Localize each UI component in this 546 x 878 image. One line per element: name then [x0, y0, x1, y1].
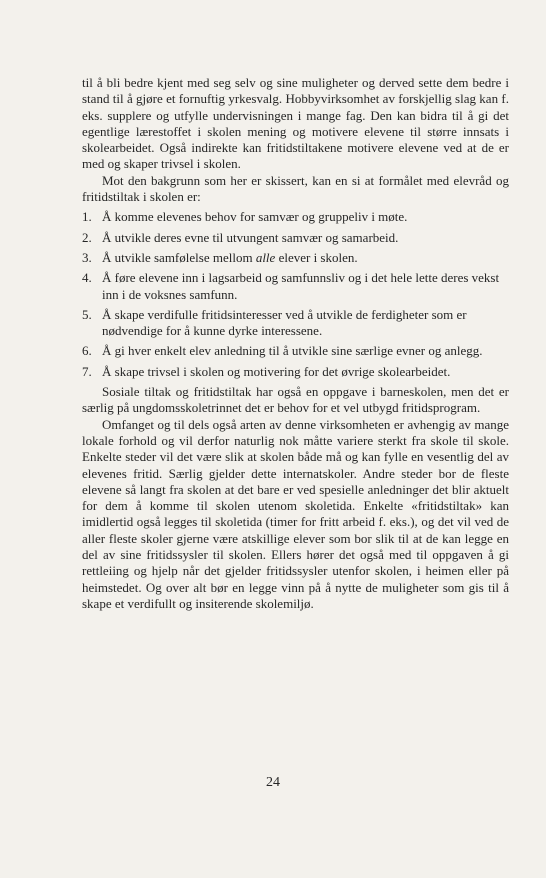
intro-paragraph: til å bli bedre kjent med seg selv og sine muligheter og derved sette dem bedre i stand til å gjøre et fornuftig yrkesvalg. Hobbyvirksomhet av forskjellig slag kan f. eks. supplere og utfylle undervisningen i mange fag. Den kan bidra til å gi det egentlige lærestoffet i skolen mening og motivere elevene til større innsats i skolearbeidet. Også indirekte kan fritidstiltakene motivere elevene ved at de er med og skaper trivsel i skolen. [82, 75, 509, 172]
aim-item [82, 209, 509, 225]
aim-number: 7. [82, 363, 92, 379]
aim-text: Å komme elevenes behov for samvær og gruppeliv i møte. [102, 209, 408, 225]
aim-item [82, 250, 509, 266]
primary-school-paragraph: Sosiale tiltak og fritidstiltak har også en oppgave i barneskolen, men det er særlig på ungdomsskoletrinnet det er behov for et vel utbygd fritidsprogram. [82, 384, 509, 416]
aim-text: Å føre elevene inn i lagsarbeid og samfunnsliv og i det hele lette deres vekst inn i de voksnes samfunn. [102, 270, 500, 302]
aims-list [82, 209, 509, 380]
aim-item [82, 343, 509, 359]
aim-emphasis: alle [255, 249, 276, 265]
aim-text-start: Å utvikle samfølelse mellom [102, 249, 256, 265]
aim-text [102, 250, 509, 266]
aim-number: 5. [82, 306, 92, 322]
aim-item [82, 364, 509, 380]
background-paragraph: Mot den bakgrunn som her er skissert, kan en si at formålet med elevråd og fritidstiltak i skolen er: [82, 172, 509, 205]
aim-text: Å gi hver enkelt elev anledning til å utvikle sine særlige evner og anlegg. [102, 343, 483, 359]
scope-paragraph: Omfanget og til dels også arten av denne virksomheten er avhengig av mange lokale forhold og vil derfor naturlig nok måtte variere sterkt fra skole til skole. Enkelte steder vil det være slik at skolen både må og kan fylle en vesentlig del av elevenes fritid. Særlig gjelder dette internatskoler. Andre steder bor de fleste elevene så langt fra skolen at det bare er ved spesielle anledninger det blir aktuelt for dem å komme til skolen utenom skoletida. Enkelte «fritidstiltak» kan imidlertid også legges til skoletida (timer for fritt arbeid f. eks.), og det vil ved de aller fleste skoler gjerne være atskillige elever som bor slik til at de kan legge en del av sine fritidssysler til skolen. Ellers hører det også med til oppgaven å gi rettleiing og hjelp når det gjelder fritidssysler utenfor skolen, i heimen eller på heimstedet. Og over alt bør en legge vinn på å nytte de muligheter som gis til å skape et verdifullt og insiterende skolemiljø. [82, 416, 509, 611]
document-page [82, 75, 509, 612]
aim-text-end: elever i skolen. [275, 249, 358, 265]
aim-item [82, 307, 509, 340]
page-number: 24 [266, 775, 280, 790]
aim-text: Å skape trivsel i skolen og motivering for det øvrige skolearbeidet. [102, 363, 451, 379]
aim-number: 4. [82, 270, 92, 286]
aim-number: 2. [82, 229, 92, 245]
aim-item [82, 270, 509, 303]
aim-text: Å skape verdifulle fritidsinteresser ved å utvikle de ferdigheter som er nødvendige for å kunne dyrke interessene. [102, 306, 467, 339]
aim-item [82, 230, 509, 246]
aim-number: 3. [82, 249, 92, 265]
aim-number: 6. [82, 343, 92, 359]
aim-number: 1. [82, 209, 92, 225]
aim-text: Å utvikle deres evne til utvungent samvær og samarbeid. [102, 229, 399, 245]
